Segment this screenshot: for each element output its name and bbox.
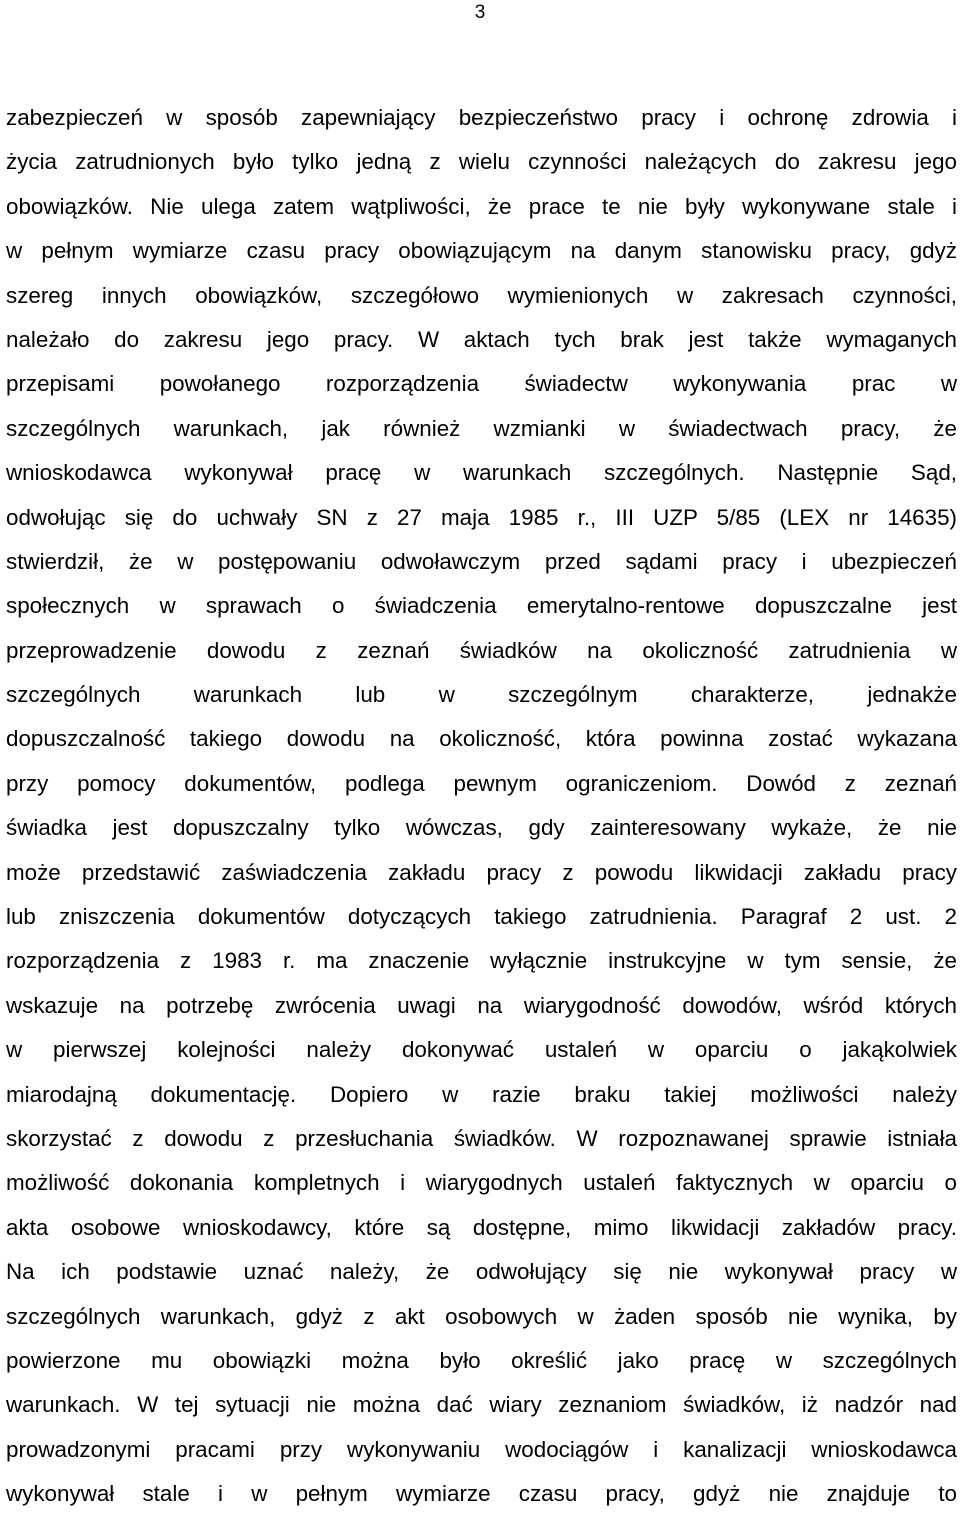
text-line: szczególnych warunkach, jak również wzmianki w świadectwach pracy, że <box>6 415 957 441</box>
text-line: należało do zakresu jego pracy. W aktach tych brak jest także wymaganych <box>6 326 957 352</box>
text-line: szczególnych warunkach, gdyż z akt osobowych w żaden sposób nie wynika, by <box>6 1303 957 1329</box>
text-line: dopuszczalność takiego dowodu na okoliczność, która powinna zostać wykazana <box>6 726 957 752</box>
page-number-text: 3 <box>474 2 486 23</box>
text-line: może przedstawić zaświadczenia zakładu pracy z powodu likwidacji zakładu pracy <box>6 859 957 885</box>
text-line: rozporządzenia z 1983 r. ma znaczenie wyłącznie instrukcyjne w tym sensie, że <box>6 948 957 974</box>
body-text <box>6 96 957 1517</box>
text-line: Na ich podstawie uznać należy, że odwołujący się nie wykonywał pracy w <box>6 1259 957 1285</box>
text-line: przeprowadzenie dowodu z zeznań świadków na okoliczność zatrudnienia w <box>6 637 957 663</box>
page-number <box>0 2 960 24</box>
text-line: lub zniszczenia dokumentów dotyczących takiego zatrudnienia. Paragraf 2 ust. 2 <box>6 904 957 930</box>
text-line: obowiązków. Nie ulega zatem wątpliwości, że prace te nie były wykonywane stale i <box>6 193 957 219</box>
text-line: szereg innych obowiązków, szczegółowo wymienionych w zakresach czynności, <box>6 282 957 308</box>
text-line: wnioskodawca wykonywał pracę w warunkach szczególnych. Następnie Sąd, <box>6 460 957 486</box>
text-line: życia zatrudnionych było tylko jedną z wielu czynności należących do zakresu jego <box>6 149 957 175</box>
text-line: miarodajną dokumentację. Dopiero w razie braku takiej możliwości należy <box>6 1081 957 1107</box>
text-line: wskazuje na potrzebę zwrócenia uwagi na wiarygodność dowodów, wśród których <box>6 992 957 1018</box>
text-line: prowadzonymi pracami przy wykonywaniu wodociągów i kanalizacji wnioskodawca <box>6 1436 957 1462</box>
text-line: skorzystać z dowodu z przesłuchania świadków. W rozpoznawanej sprawie istniała <box>6 1125 957 1151</box>
text-line: powierzone mu obowiązki można było określić jako pracę w szczególnych <box>6 1347 957 1373</box>
text-line: odwołując się do uchwały SN z 27 maja 1985 r., III UZP 5/85 (LEX nr 14635) <box>6 504 957 530</box>
text-line: akta osobowe wnioskodawcy, które są dostępne, mimo likwidacji zakładów pracy. <box>6 1214 957 1240</box>
text-line: społecznych w sprawach o świadczenia emerytalno-rentowe dopuszczalne jest <box>6 593 957 619</box>
text-line: zabezpieczeń w sposób zapewniający bezpieczeństwo pracy i ochronę zdrowia i <box>6 105 957 130</box>
text-line: przepisami powołanego rozporządzenia świadectw wykonywania prac w <box>6 371 957 397</box>
text-line: warunkach. W tej sytuacji nie można dać wiary zeznaniom świadków, iż nadzór nad <box>6 1392 957 1418</box>
text-line: szczególnych warunkach lub w szczególnym charakterze, jednakże <box>6 682 957 708</box>
text-line: w pełnym wymiarze czasu pracy obowiązującym na danym stanowisku pracy, gdyż <box>6 238 957 264</box>
text-line: możliwość dokonania kompletnych i wiarygodnych ustaleń faktycznych w oparciu o <box>6 1170 957 1196</box>
text-line: wykonywał stale i w pełnym wymiarze czasu pracy, gdyż nie znajduje to <box>6 1481 957 1507</box>
text-line: przy pomocy dokumentów, podlega pewnym ograniczeniom. Dowód z zeznań <box>6 770 957 796</box>
text-line: stwierdził, że w postępowaniu odwoławczym przed sądami pracy i ubezpieczeń <box>6 548 957 574</box>
text-line: świadka jest dopuszczalny tylko wówczas, gdy zainteresowany wykaże, że nie <box>6 815 957 841</box>
text-line: w pierwszej kolejności należy dokonywać ustaleń w oparciu o jakąkolwiek <box>6 1037 957 1063</box>
